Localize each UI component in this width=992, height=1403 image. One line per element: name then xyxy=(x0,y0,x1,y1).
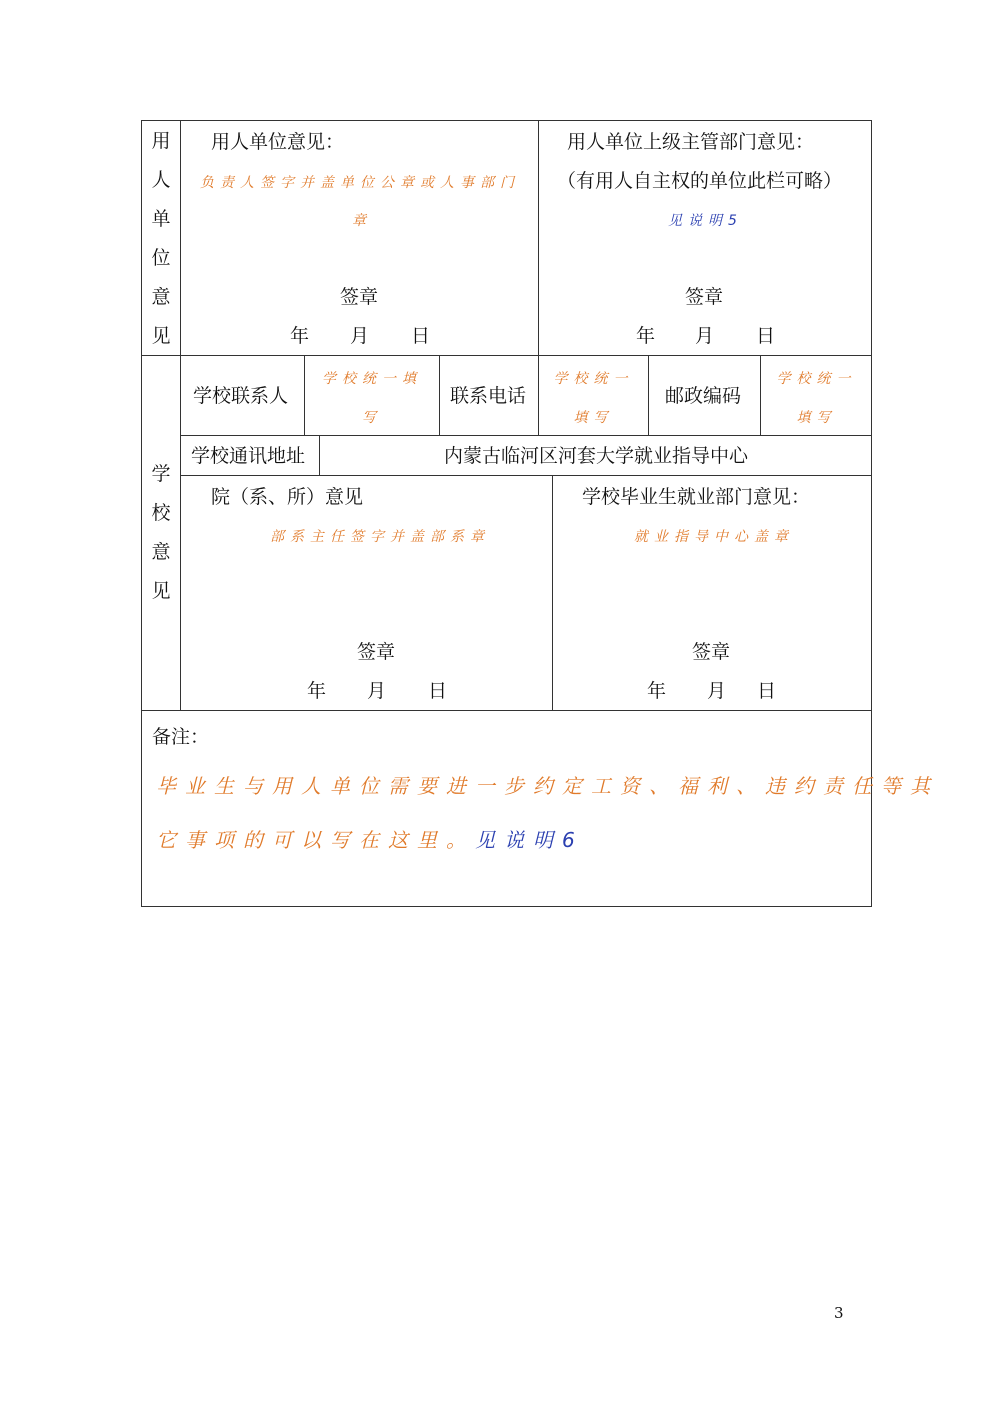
school-address-label: 学校通讯地址 xyxy=(191,445,306,467)
superior-date-month: 月 xyxy=(695,325,715,347)
superior-opinion-note: 见说明5 xyxy=(668,213,743,229)
dept-opinion-title: 院（系、所）意见 xyxy=(211,486,364,508)
school-phone-label: 联系电话 xyxy=(450,385,527,407)
employer-opinion-note-cont: 章 xyxy=(352,213,372,229)
career-date-month: 月 xyxy=(707,680,727,702)
side-char: 见 xyxy=(151,580,171,602)
career-opinion-note: 就业指导中心盖章 xyxy=(634,529,794,545)
school-contact-note: 学校统一填 xyxy=(322,371,422,387)
school-phone-note-cont: 填写 xyxy=(573,410,614,426)
employer-opinion-title: 用人单位意见： xyxy=(211,131,345,153)
dept-seal-label: 签章 xyxy=(357,641,396,663)
divider xyxy=(180,435,872,436)
school-postal-note: 学校统一 xyxy=(776,371,857,387)
remarks-line-2 xyxy=(156,824,584,853)
school-address-value: 内蒙古临河区河套大学就业指导中心 xyxy=(443,445,748,467)
employer-date-day: 日 xyxy=(411,325,431,347)
superior-opinion-title: 用人单位上级主管部门意见： xyxy=(567,131,815,153)
employer-date-month: 月 xyxy=(350,325,370,347)
career-seal-label: 签章 xyxy=(692,641,731,663)
divider xyxy=(648,355,649,435)
divider xyxy=(141,355,872,356)
side-char: 见 xyxy=(151,325,171,347)
school-side-label xyxy=(141,455,181,611)
side-char: 人 xyxy=(151,169,171,191)
side-char: 意 xyxy=(151,541,171,563)
divider xyxy=(180,475,872,476)
employer-date-year: 年 xyxy=(290,325,310,347)
career-date-year: 年 xyxy=(647,680,667,702)
employer-seal-label: 签章 xyxy=(340,286,379,308)
school-postal-label: 邮政编码 xyxy=(665,385,742,407)
dept-date-day: 日 xyxy=(428,680,448,702)
side-char: 意 xyxy=(151,286,171,308)
superior-seal-label: 签章 xyxy=(685,286,724,308)
side-char: 学 xyxy=(151,463,171,485)
side-char: 单 xyxy=(151,208,171,230)
career-opinion-title: 学校毕业生就业部门意见： xyxy=(582,486,811,508)
side-char: 用 xyxy=(151,130,171,152)
school-postal-note-cont: 填写 xyxy=(796,410,837,426)
employer-side-label xyxy=(141,122,181,356)
divider xyxy=(439,355,440,435)
dept-opinion-note: 部系主任签字并盖部系章 xyxy=(270,529,490,545)
page-number: 3 xyxy=(834,1304,844,1322)
divider xyxy=(552,475,553,710)
employer-opinion-note: 负责人签字并盖单位公章或人事部门 xyxy=(200,175,520,191)
school-contact-label: 学校联系人 xyxy=(193,385,289,407)
career-date-day: 日 xyxy=(757,680,777,702)
superior-date-day: 日 xyxy=(756,325,776,347)
remarks-reference: 见说明6 xyxy=(475,828,584,852)
superior-date-year: 年 xyxy=(636,325,656,347)
superior-opinion-subtitle: （有用人自主权的单位此栏可略） xyxy=(557,170,843,192)
remarks-line-2-text: 它事项的可以写在这里。 xyxy=(156,828,475,852)
divider xyxy=(538,120,539,355)
dept-date-month: 月 xyxy=(367,680,387,702)
side-char: 位 xyxy=(151,247,171,269)
school-phone-note: 学校统一 xyxy=(553,371,634,387)
side-char: 校 xyxy=(151,502,171,524)
school-contact-note-cont: 写 xyxy=(362,410,382,426)
remarks-label: 备注： xyxy=(152,726,210,748)
dept-date-year: 年 xyxy=(307,680,327,702)
remarks-line-1: 毕业生与用人单位需要进一步约定工资、福利、违约责任等其 xyxy=(156,774,939,798)
divider xyxy=(141,710,872,711)
